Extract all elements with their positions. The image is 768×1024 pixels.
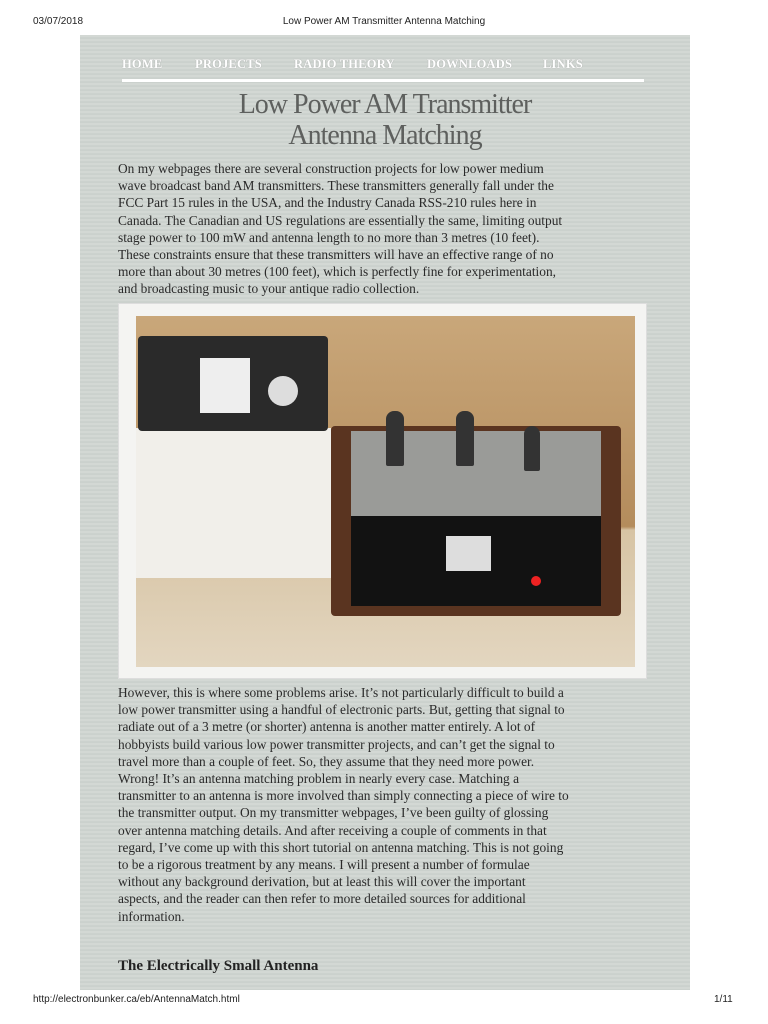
text-line: radiate out of a 3 metre (or shorter) antenna is another matter entirely. A lot of bbox=[118, 719, 536, 735]
nav-links[interactable]: LINKS bbox=[543, 57, 583, 71]
text-line: Canada. The Canadian and US regulations are essentially the same, limiting output bbox=[118, 212, 563, 228]
title-line: Low Power AM Transmitter bbox=[238, 89, 532, 120]
body-paragraph bbox=[118, 684, 658, 925]
text-line: information. bbox=[118, 908, 185, 924]
transmitter-photo bbox=[136, 316, 635, 667]
text-line: regard, I’ve come up with this short tutorial on antenna matching. This is not going bbox=[118, 839, 564, 855]
white-box bbox=[136, 428, 331, 578]
swr-meter bbox=[138, 336, 328, 431]
nav-downloads[interactable]: DOWNLOADS bbox=[427, 57, 513, 71]
text-line: FCC Part 15 rules in the USA, and the Industry Canada RSS-210 rules here in bbox=[118, 195, 537, 211]
text-line: On my webpages there are several construction projects for low power medium bbox=[118, 161, 544, 176]
print-title: Low Power AM Transmitter Antenna Matching bbox=[282, 16, 486, 27]
print-url: http://electronbunker.ca/eb/AntennaMatch.html bbox=[33, 994, 240, 1005]
nav-projects[interactable]: PROJECTS bbox=[195, 57, 262, 71]
text-line: travel more than a couple of feet. So, they assume that they need more power. bbox=[118, 753, 535, 769]
transmitter-photo-frame bbox=[118, 303, 647, 679]
text-line: Wrong! It’s an antenna matching problem in nearly every case. Matching a bbox=[118, 771, 520, 787]
page-title bbox=[80, 89, 690, 151]
nav-home[interactable]: HOME bbox=[122, 57, 163, 71]
intro-paragraph bbox=[118, 160, 658, 298]
text-line: These constraints ensure that these transmitters will have an effective range of no bbox=[118, 247, 554, 263]
text-line: wave broadcast band AM transmitters. These transmitters generally fall under the bbox=[118, 178, 554, 194]
text-line: the transmitter output. On my transmitter webpages, I’ve been guilty of glossing bbox=[118, 805, 549, 821]
section-heading: The Electrically Small Antenna bbox=[118, 958, 319, 974]
page-number: 1/11 bbox=[714, 994, 733, 1005]
nav-bar bbox=[122, 57, 644, 82]
text-line: stage power to 100 mW and antenna length to no more than 3 metres (10 feet). bbox=[118, 229, 540, 245]
transmitter-case bbox=[331, 426, 621, 616]
text-line: over antenna matching details. And after receiving a couple of comments in that bbox=[118, 822, 547, 838]
print-date: 03/07/2018 bbox=[33, 16, 84, 27]
text-line: more than about 30 metres (100 feet), which is perfectly fine for experimentation, bbox=[118, 264, 557, 280]
text-line: and broadcasting music to your antique radio collection. bbox=[118, 281, 420, 297]
text-line: low power transmitter using a handful of electronic parts. But, getting that signal to bbox=[118, 702, 565, 718]
text-line: hobbyists build various low power transmitter projects, and can’t get the signal to bbox=[118, 736, 555, 752]
text-line: aspects, and the reader can then refer to more detailed sources for additional bbox=[118, 891, 526, 907]
page-content bbox=[80, 35, 690, 990]
text-line: without any background derivation, but at least this will cover the important bbox=[118, 874, 526, 890]
text-line: to be a rigorous treatment by any means. I will present a number of formulae bbox=[118, 857, 530, 873]
nav-radio-theory[interactable]: RADIO THEORY bbox=[294, 57, 395, 71]
text-line: transmitter to an antenna is more involved than simply connecting a piece of wire to bbox=[118, 788, 569, 804]
title-line: Antenna Matching bbox=[288, 120, 482, 151]
text-line: However, this is where some problems arise. It’s not particularly difficult to build a bbox=[118, 685, 564, 700]
